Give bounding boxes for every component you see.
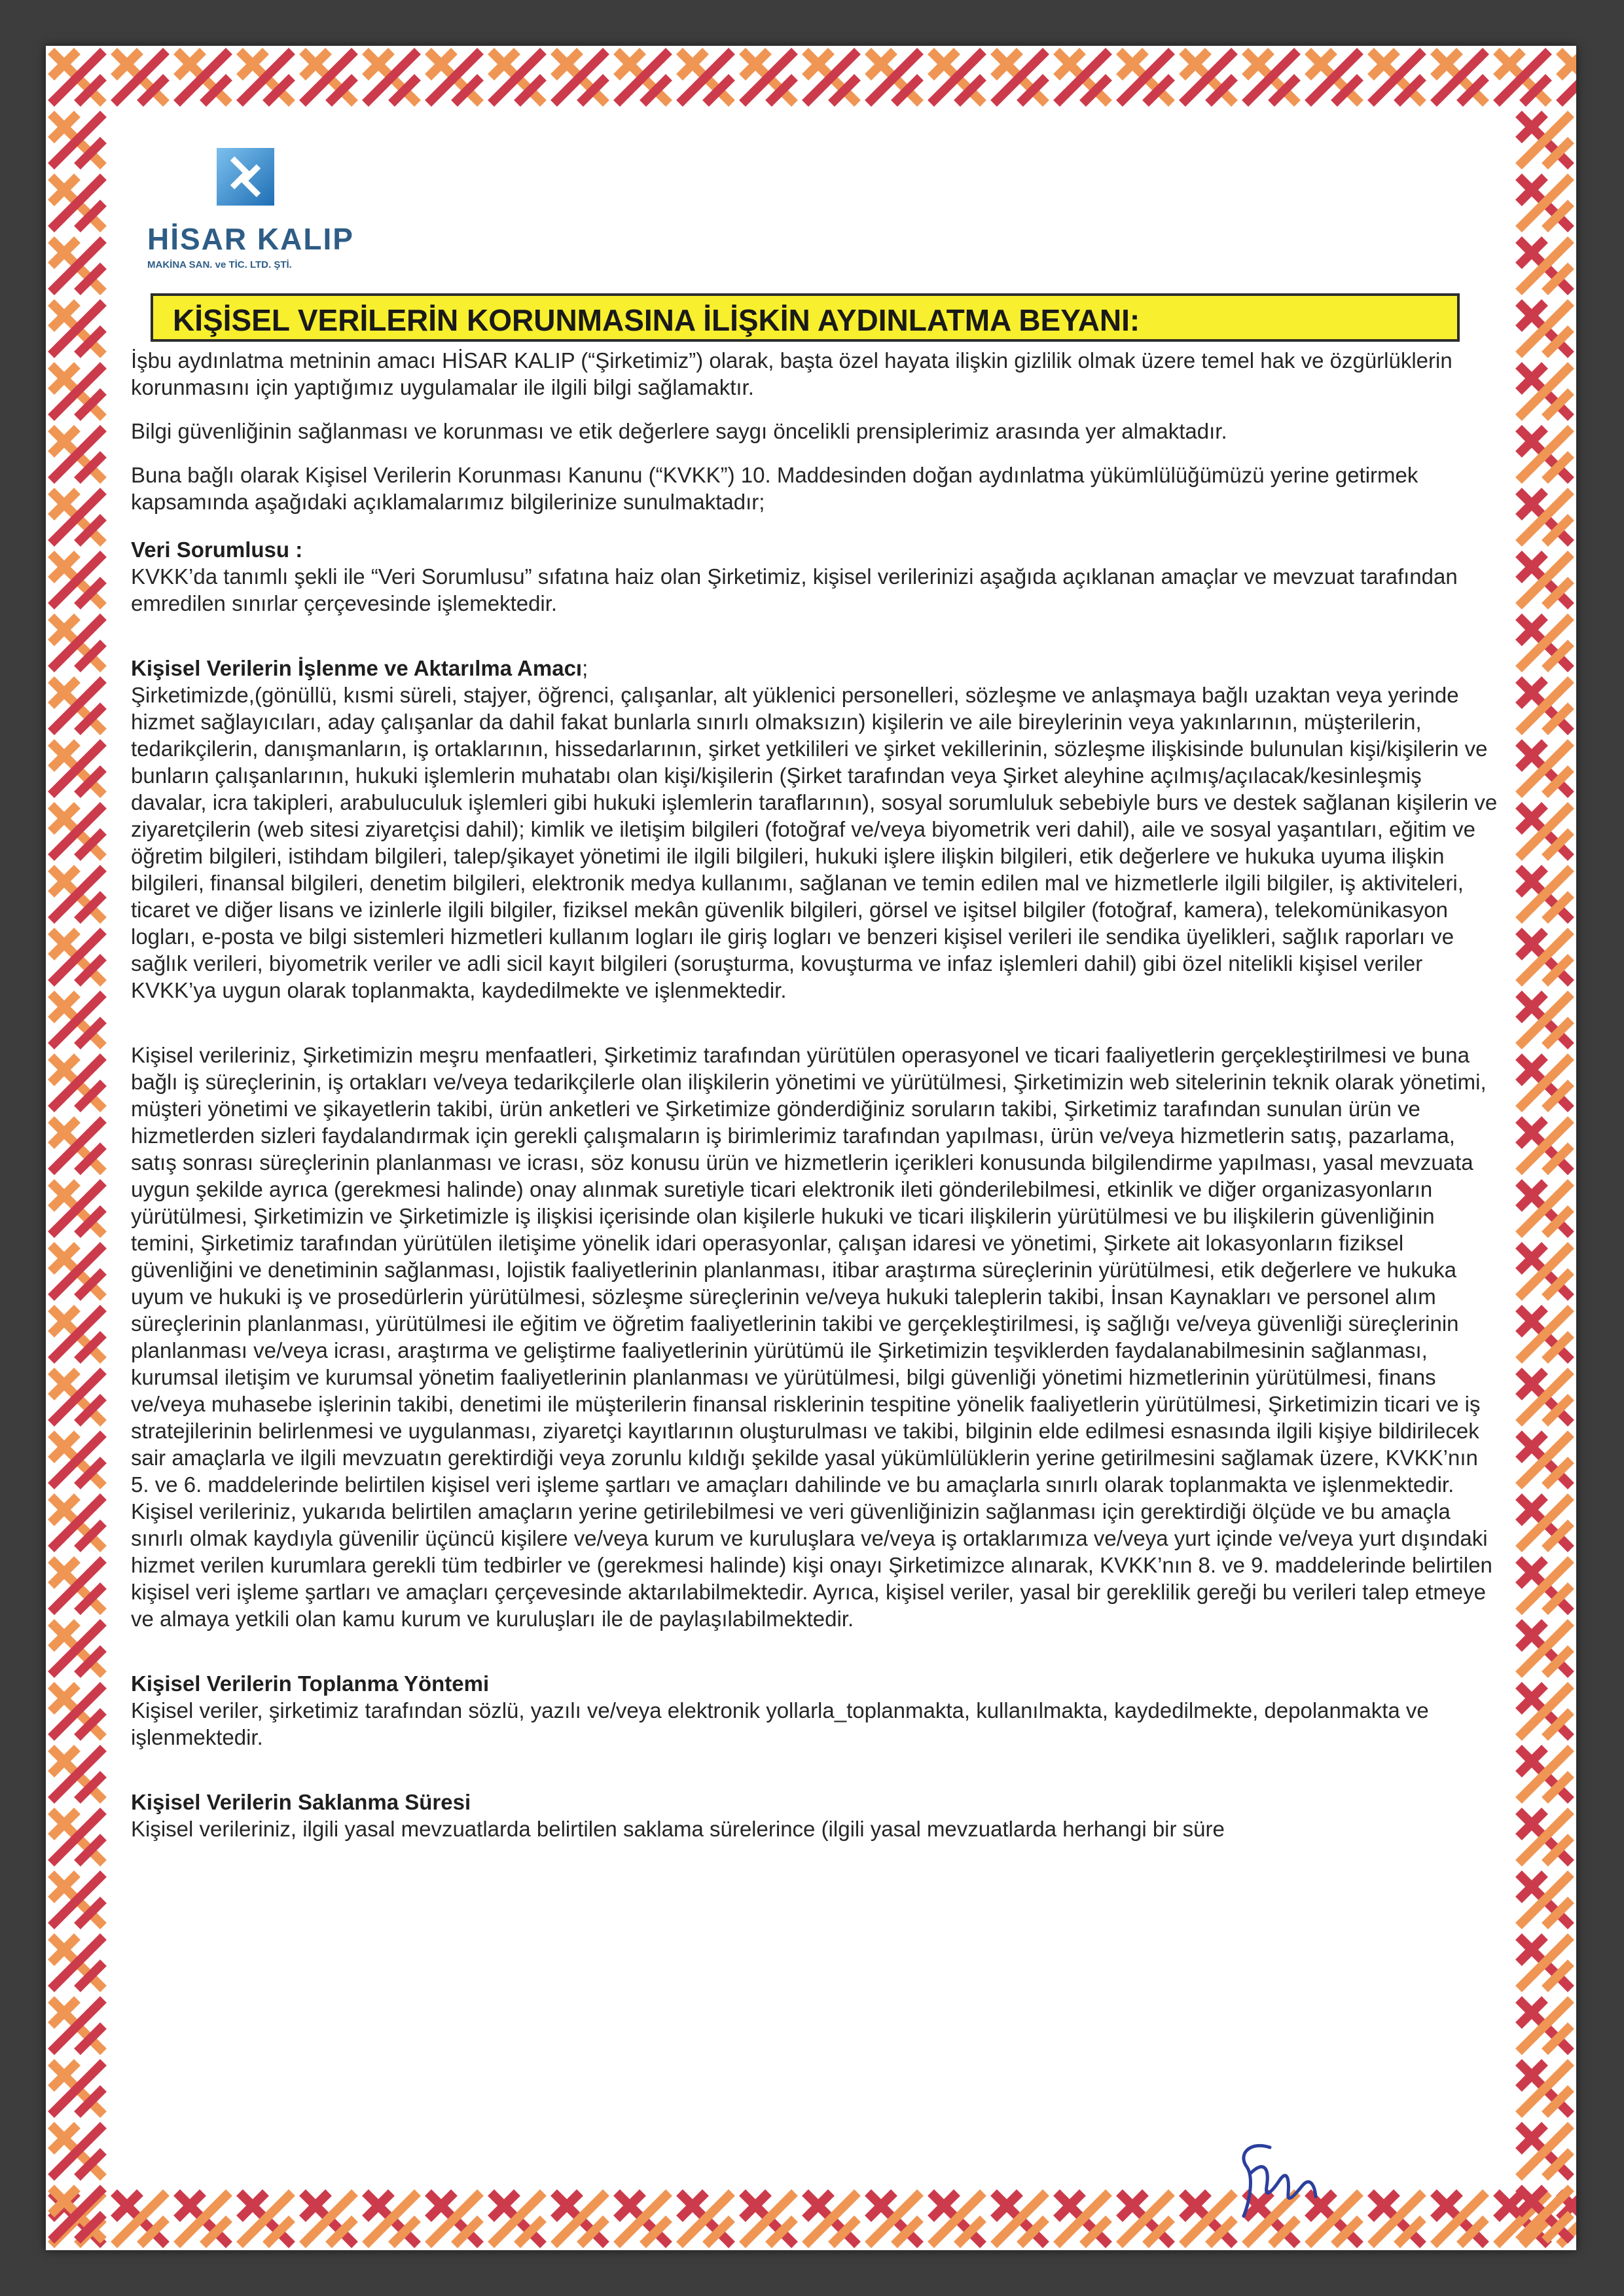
document-page (46, 46, 1576, 2250)
section-body-collection: Kişisel veriler, şirketimiz tarafından sözlü, yazılı ve/veya elektronik yollarla_toplanmakta, kullanılmakta, kaydedilmekte, depolanmakta ve işlenmektedir. (131, 1698, 1429, 1749)
document-title-box (151, 293, 1460, 342)
section-heading-controller: Veri Sorumlusu : (131, 538, 303, 562)
company-subtitle: MAKİNA SAN. ve TİC. LTD. ŞTİ. (147, 259, 292, 270)
document-title: KİŞİSEL VERİLERİN KORUNMASINA İLİŞKİN AYDINLATMA BEYANI: (173, 303, 1140, 337)
handwritten-signature (1224, 2128, 1368, 2226)
section-heading-collection: Kişisel Verilerin Toplanma Yöntemi (131, 1671, 490, 1696)
section-heading-retention: Kişisel Verilerin Saklanma Süresi (131, 1790, 471, 1814)
intro-paragraph: İşbu aydınlatma metninin amacı HİSAR KALIP (“Şirketimiz”) olarak, başta özel hayata ilişkin gizlilik olmak üzere temel hak ve özgürlüklerin korunmasını için yaptığımız uygulamalar ile ilgili bilgi sağlamaktır. (131, 348, 1453, 399)
heading-suffix: ; (582, 656, 588, 680)
section-body-processing: Kişisel verileriniz, Şirketimizin meşru menfaatleri, Şirketimiz tarafından yürütülen operasyonel ve ticari faaliyetlerin gerçekleştirilmesi ve buna bağlı iş süreçlerinin, iş ortakları ve/veya tedarikçilerle olan ilişkilerin yönetimi ve yürütülmesi, Şirketimizin web sitelerinin teknik olarak yönetimi, müşteri yönetimi ve şikayetlerin takibi, ürün anketleri ve Şirketimize gönderdiğiniz soruların takibi, Şirketimiz tarafından sunulan ürün ve hizmetlerden sizleri faydalandırmak için gerekli çalışmaların iş birimlerimiz tarafından yapılması, ürün ve/veya hizmetlerin satış, pazarlama, satış sonrası süreçlerinin planlanması ve icrası, söz konusu ürün ve hizmetlerin içerikleri konusunda bilgilendirme yapılması, yasal mevzuata uygun şekilde ayrıca (gerekmesi halinde) onay alınmak suretiyle ticari elektronik ileti gönderilebilmesi, etkinlik ve diğer organizasyonların yürütülmesi, Şirketimizin ve Şirketimizle iş ilişkisi içerisinde olan kişilerle hukuki ve ticari ilişkilerin yürütülmesi ve bu ilişkilerin güvenliğinin temini, Şirketimiz tarafından yürütülen iletişime yönelik idari operasyonlar, çalışan idaresi ve yönetimi, Şirkete ait lokasyonların fiziksel güvenliğini ve denetiminin sağlanması, lojistik faaliyetlerinin planlanması, itibar araştırma süreçlerinin yürütülmesi, etik değerlere ve hukuka uyum ve hukuki iş ve prosedürlerin yürütülmesi, sözleşme süreçlerinin ve/veya hukuki taleplerin takibi, İnsan Kaynakları ve personel alım süreçlerinin planlanması, yürütülmesi ile eğitim ve öğretim faaliyetlerinin takibi ve gerçekleştirilmesi, iş sağlığı ve/veya güvenliği süreçlerinin planlanması ve/veya icrası, araştırma ve geliştirme faaliyetlerinin yürütümü ile Şirketimizin teşviklerden faydalanabilmesinin sağlanması, kurumsal iletişim ve kurumsal yönetim faaliyetlerinin planlanması ve yürütülmesi, bilgi güvenliği yönetimi hizmetlerinin yürütülmesi, finans ve/veya muhasebe işlerinin takibi, denetimi ile müşterilerin finansal risklerinin tespitine yönelik faaliyetlerin yürütülmesi, Şirketimizin ticari ve iş stratejilerinin belirlenmesi ve uygulanması, ziyaretçi kayıtlarının oluşturulması ve takibi, bilginin elde edilmesi esnasında ilgili kişiye bildirilecek sair amaçlarla ve ilgili mevzuatın gerektirdiği veya zorunlu kıldığı şekilde yasal yükümlülüklerin yerine getirilmesini sağlamak üzere, KVKK’nın 5. ve 6. maddelerinde belirtilen kişisel veri işleme şartları ve amaçları dahilinde ve bu amaçlarla sınırlı olarak toplanmakta ve işlenmektedir. Kişisel verileriniz, yukarıda belirtilen amaçların yerine getirilebilmesi ve veri güvenliğinizin sağlanması için gerektirdiği ölçüde ve bu amaçla sınırlı olmak kaydıyla güvenilir üçüncü kişilere ve/veya kurum ve kuruluşlara ve/veya iş ortaklarımıza ve/veya yurt içinde ve/veya yurt dışındaki hizmet verilen kurumlara gerekli tüm tedbirler ve (gerekmesi halinde) kişi onayı Şirketimizce alınarak, KVKK’nın 8. ve 9. maddelerinde belirtilen kişisel veri işleme şartları ve amaçları çerçevesinde aktarılabilmektedir. Ayrıca, kişisel veriler, yasal bir gereklilik gereği bu verileri talep etmeye ve almaya yetkili olan kamu kurum ve kuruluşları ile de paylaşılabilmektedir. (131, 1043, 1492, 1631)
section-body-retention: Kişisel verileriniz, ilgili yasal mevzuatlarda belirtilen saklama sürelerince (ilgili yasal mevzuatlarda herhangi bir süre (131, 1817, 1225, 1841)
company-name: HİSAR KALIP (147, 222, 354, 256)
section-body-purpose: Şirketimizde,(gönüllü, kısmi süreli, stajyer, öğrenci, çalışanlar, alt yüklenici personelleri, sözleşme ve anlaşmaya bağlı uzaktan veya yerinde hizmet sağlayıcıları, aday çalışanlar da dahil fakat bunlarla sınırlı olmaksızın) kişilerin ve aile bireylerinin veya yakınlarının, müşterilerin, tedarikçilerin, danışmanların, iş ortaklarının, hissedarlarının, şirket yetkilileri ve şirket vekillerinin, sözleşme ilişkisinde bulunulan kişi/kişilerin ve bunların çalışanlarının, hukuki işlemlerin muhatabı olan kişi/kişilerin (Şirket tarafından veya Şirket aleyhine açılmış/açılacak/kesinleşmiş davalar, icra takipleri, arabuluculuk işlemleri gibi hukuki işlemlerin taraflarının), sosyal sorumluluk sebebiyle burs ve destek sağlanan kişilerin ve ziyaretçilerin (web sitesi ziyaretçisi dahil); kimlik ve iletişim bilgileri (fotoğraf ve/veya biyometrik veri dahil), aile ve sosyal yaşantıları, eğitim ve öğretim bilgileri, istihdam bilgileri, talep/şikayet yönetimi ile ilgili bilgileri, hukuki işlere ilişkin bilgileri, etik değerlere ve hukuka uyuma ilişkin bilgileri, finansal bilgileri, denetim bilgileri, elektronik medya kullanımı, sağlanan ve temin edilen mal ve hizmetlerle ilgili bilgiler, iş aktiviteleri, ticaret ve diğer lisans ve izinlerle ilgili bilgiler, fiziksel mekân güvenlik bilgileri, görsel ve işitsel bilgiler (fotoğraf, kamera), telekomünikasyon logları, e-posta ve bilgi sistemleri hizmetleri kullanım logları ile giriş logları ve benzeri kişisel verileri ile sendika üyelikleri, sağlık raporları ve sağlık verileri, biyometrik veriler ve adli sicil kayıt bilgileri (soruşturma, kovuşturma ve infaz işlemleri dahil) gibi özel nitelikli kişisel veriler KVKK’ya uygun olarak toplanmakta, kaydedilmekte ve işlenmektedir. (131, 683, 1498, 1002)
section-body-controller: KVKK’da tanımlı şekli ile “Veri Sorumlusu” sıfatına haiz olan Şirketimiz, kişisel verilerinizi aşağıda açıklanan amaçlar ve mevzuat tarafından emredilen sınırlar çerçevesinde işlemektedir. (131, 564, 1458, 615)
section-heading-purpose: Kişisel Verilerin İşlenme ve Aktarılma Amacı (131, 656, 583, 680)
intro-paragraph: Bilgi güvenliğinin sağlanması ve korunması ve etik değerlere saygı öncelikli prensiplerimiz arasında yer almaktadır. (131, 419, 1227, 443)
document-body (131, 347, 1499, 1842)
hisar-kalip-logo-icon (213, 144, 278, 210)
intro-paragraph: Buna bağlı olarak Kişisel Verilerin Korunması Kanunu (“KVKK”) 10. Maddesinden doğan aydınlatma yükümlülüğümüzü yerine getirmek kapsamında aşağıdaki açıklamalarımız bilgilerinize sunulmaktadır; (131, 463, 1418, 514)
